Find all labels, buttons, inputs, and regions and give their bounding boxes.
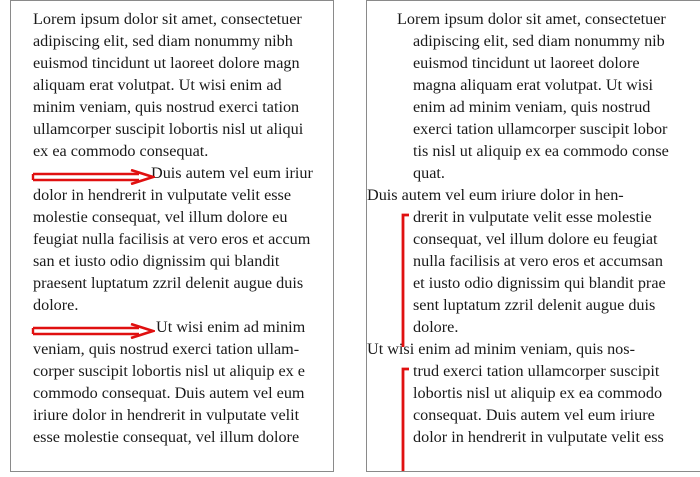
text-line: adipiscing elit, sed diam nonummy nibh xyxy=(33,32,293,50)
hanging-line: trud exerci tation ullamcorper suscipit xyxy=(413,362,660,380)
text-line: ullamcorper suscipit lobortis nisl ut aliqui xyxy=(33,120,304,138)
text-line: ex ea commodo consequat. xyxy=(33,142,209,160)
hanging-indent-example xyxy=(366,0,700,472)
hanging-line: adipiscing elit, sed diam nonummy nib xyxy=(413,32,665,50)
first-line: Lorem ipsum dolor sit amet, consectetuer xyxy=(397,10,666,28)
text-line: praesent luptatum zzril delenit augue duis xyxy=(33,274,304,292)
text-line: Lorem ipsum dolor sit amet, consectetuer xyxy=(33,10,302,28)
right-arrow-icon xyxy=(31,169,155,185)
text-column-right xyxy=(367,8,669,448)
text-line: minim veniam, quis nostrud exerci tation xyxy=(33,98,300,116)
text-column-left xyxy=(33,8,313,448)
first-line-indent-example xyxy=(10,0,334,472)
text-line: esse molestie consequat, vel illum dolore xyxy=(33,428,300,446)
text-line: commodo consequat. Duis autem vel eum xyxy=(33,384,305,402)
hanging-line: drerit in vulputate velit esse molestie xyxy=(413,208,652,226)
outdented-first-line: Ut wisi enim ad minim veniam, quis nos- xyxy=(367,340,635,358)
text-line: veniam, quis nostrud exerci tation ullam- xyxy=(33,340,300,358)
text-line: dolore. xyxy=(33,296,79,314)
hanging-line: tis nisl ut aliquip ex ea commodo conse xyxy=(413,142,669,160)
indented-first-line: Ut wisi enim ad minim xyxy=(156,318,306,336)
hanging-indent-bracket-icon xyxy=(389,367,411,472)
text-line: feugiat nulla facilisis at vero eros et accum xyxy=(33,230,311,248)
hanging-indent-bracket-icon xyxy=(389,213,411,349)
text-line: dolor in hendrerit in vulputate velit esse xyxy=(33,186,292,204)
indented-first-line: Duis autem vel eum iriur xyxy=(151,164,313,182)
hanging-line: et iusto odio dignissim qui blandit prae xyxy=(413,274,666,292)
text-line: san et iusto odio dignissim qui blandit xyxy=(33,252,280,270)
hanging-line: enim ad minim veniam, quis nostrud xyxy=(413,98,651,116)
hanging-line: exerci tation ullamcorper suscipit lobor xyxy=(413,120,668,138)
right-arrow-icon xyxy=(31,323,155,339)
text-line: molestie consequat, vel illum dolore eu xyxy=(33,208,288,226)
hanging-line: consequat. Duis autem vel eum iriure xyxy=(413,406,655,424)
text-line: iriure dolor in hendrerit in vulputate velit xyxy=(33,406,300,424)
text-line: euismod tincidunt ut laoreet dolore magn xyxy=(33,54,300,72)
outdented-first-line: Duis autem vel eum iriure dolor in hen- xyxy=(367,186,624,204)
hanging-line: magna aliquam erat volutpat. Ut wisi xyxy=(413,76,654,94)
hanging-line: dolore. xyxy=(413,318,459,336)
hanging-line: dolor in hendrerit in vulputate velit ess xyxy=(413,428,664,446)
text-line: aliquam erat volutpat. Ut wisi enim ad xyxy=(33,76,282,94)
hanging-line: quat. xyxy=(413,164,445,182)
hanging-line: lobortis nisl ut aliquip ex ea commodo xyxy=(413,384,663,402)
text-line: corper suscipit lobortis nisl ut aliquip ex e xyxy=(33,362,305,380)
hanging-line: nulla facilisis at vero eros et accumsan xyxy=(413,252,663,270)
hanging-line: sent luptatum zzril delenit augue duis xyxy=(413,296,656,314)
hanging-line: euismod tincidunt ut laoreet dolore xyxy=(413,54,640,72)
hanging-line: consequat, vel illum dolore eu feugiat xyxy=(413,230,658,248)
